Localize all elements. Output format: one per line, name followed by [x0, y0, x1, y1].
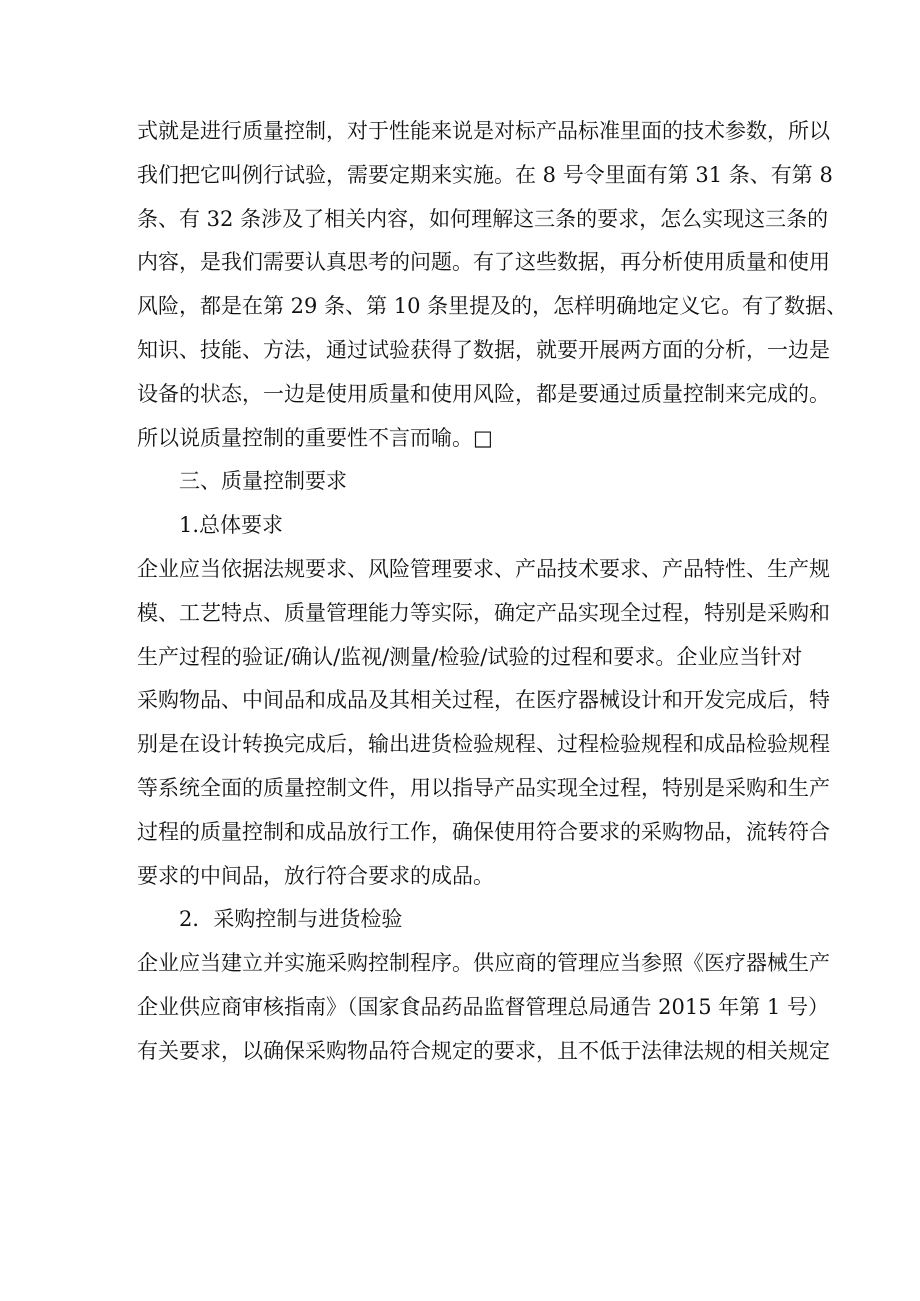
paragraph-line: 知识、技能、方法，通过试验获得了数据，就要开展两方面的分析，一边是: [137, 337, 830, 362]
paragraph-line: 式就是进行质量控制，对于性能来说是对标产品标准里面的技术参数，所以: [137, 119, 830, 143]
paragraph-line: 生产过程的验证/确认/监视/测量/检验/试验的过程和要求。企业应当针对: [137, 644, 803, 669]
paragraph-line: 我们把它叫例行试验，需要定期来实施。在 8 号令里面有第 31 条、有第 8: [137, 162, 833, 187]
subheading-general-requirements: 1.总体要求: [179, 513, 284, 538]
paragraph-line: 要求的中间品，放行符合要求的成品。: [137, 863, 494, 888]
paragraph-line: 有关要求，以确保采购物品符合规定的要求，且不低于法律法规的相关规定: [137, 1038, 830, 1063]
paragraph-line: 设备的状态，一边是使用质量和使用风险，都是要通过质量控制来完成的。: [137, 381, 830, 406]
paragraph-line: 别是在设计转换完成后，输出进货检验规程、过程检验规程和成品检验规程: [137, 732, 830, 757]
paragraph-procurement-control: [137, 942, 830, 1073]
document-body: [137, 110, 848, 1074]
paragraph-quality-control-intro: [137, 110, 848, 460]
section-heading-quality-control-requirements: 三、质量控制要求: [179, 469, 347, 494]
paragraph-line: 企业应当依据法规要求、风险管理要求、产品技术要求、产品特性、生产规: [137, 556, 830, 581]
paragraph-line: 风险，都是在第 29 条、第 10 条里提及的，怎样明确地定义它。有了数据、: [137, 294, 848, 319]
paragraph-line: 过程的质量控制和成品放行工作，确保使用符合要求的采购物品，流转符合: [137, 819, 830, 844]
paragraph-line: 内容，是我们需要认真思考的问题。有了这些数据，再分析使用质量和使用: [137, 250, 830, 275]
paragraph-line: 条、有 32 条涉及了相关内容，如何理解这三条的要求，怎么实现这三条的: [137, 206, 829, 231]
paragraph-line: 所以说质量控制的重要性不言而喻。□: [137, 425, 493, 450]
paragraph-line: 企业应当建立并实施采购控制程序。供应商的管理应当参照《医疗器械生产: [137, 951, 830, 976]
subheading-procurement-control: 2．采购控制与进货检验: [179, 907, 403, 932]
paragraph-line: 模、工艺特点、质量管理能力等实际，确定产品实现全过程，特别是采购和: [137, 600, 830, 625]
paragraph-line: 等系统全面的质量控制文件，用以指导产品实现全过程，特别是采购和生产: [137, 775, 830, 800]
paragraph-general-requirements: [137, 548, 830, 898]
paragraph-line: 采购物品、中间品和成品及其相关过程，在医疗器械设计和开发完成后，特: [137, 688, 830, 713]
paragraph-line: 企业供应商审核指南》（国家食品药品监督管理总局通告 2015 年第 1 号）: [137, 994, 830, 1019]
